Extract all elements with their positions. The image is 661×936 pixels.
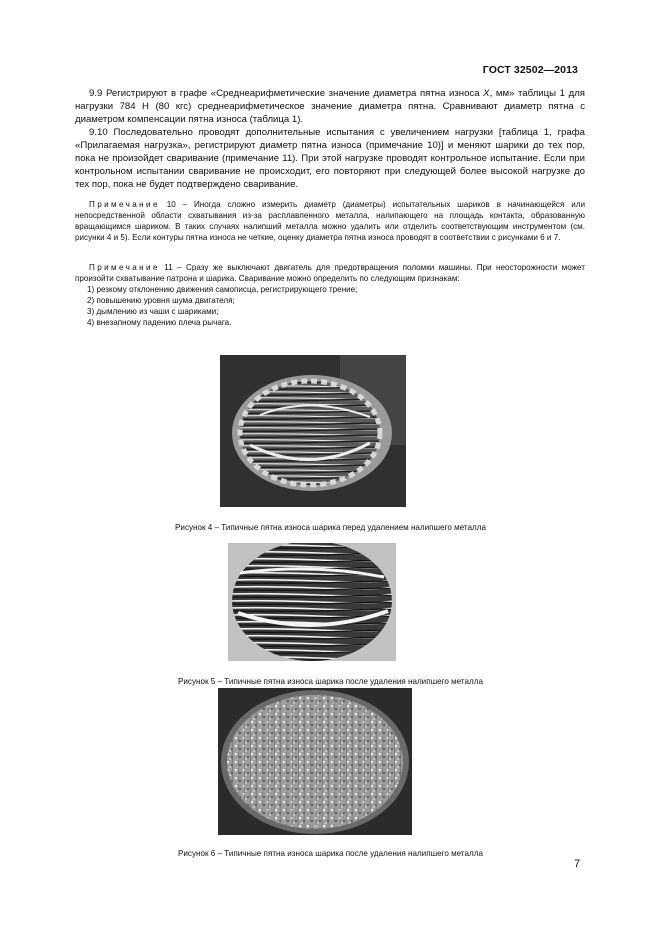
list-item: 1) резкому отклонению движения самописца, регистрирующего трение; (87, 285, 358, 294)
figure-5-image (228, 543, 396, 661)
list-item: 2) повышению уровня шума двигателя; (87, 296, 235, 305)
document-header: ГОСТ 32502—2013 (482, 64, 578, 76)
figure-4-image (220, 355, 406, 507)
main-text (75, 87, 585, 191)
figure-6-image (218, 688, 412, 835)
note-11: Примечание 11 – Сразу же выключают двигатель для предотвращения поломки машины. При неосторожности может произойти схватывание патрона и шарика. Сваривание можно определить по следующим признакам: 1) резкому отклонению движения самописца, регистрирующего трение; 2) повышению уровня шума двигателя; 3) дымлению из чаши с шариками; 4) внезапному падению плеча рычага. (75, 263, 585, 327)
note-label: Примечание (89, 200, 160, 209)
paragraph-9-9: 9.9 Регистрируют в графе «Среднеарифметические значение диаметра пятна износа X, мм» таблицы 1 для нагрузки 784 Н (80 кгс) среднеарифметическое значение диаметра пятна. Сравнивают диаметр пятна с диаметром компенсации пятна износа (таблица 1). (75, 88, 585, 125)
note-10: Примечание 10 – Иногда сложно измерить диаметр (диаметры) испытательных шариков в начинающейся или непосредственной области схватывания из-за расплавленного металла, налипающего на площадь контакта, образованную вращающимся шариком. В таких случаях налипший металла можно удалить или отделить соответствующим инструментом (см. рисунки 4 и 5). Если контуры пятна износа не четкие, оценку диаметра пятна износа проводят в соответствии с рисунками 6 и 7. (75, 200, 585, 242)
note-label: Примечание (89, 263, 160, 272)
figure-6-caption: Рисунок 6 – Типичные пятна износа шарика после удаления налипшего металла (178, 849, 483, 858)
list-item: 3) дымлению из чаши с шариками; (87, 307, 219, 316)
figure-5-caption: Рисунок 5 – Типичные пятна износа шарика после удаления налипшего металла (178, 677, 483, 686)
paragraph-9-10: 9.10 Последовательно проводят дополнительные испытания с увеличением нагрузки [таблица 1, графа «Прилагаемая нагрузка», регистрируют диаметр пятна износа (примечание 10)] и меняют шарики до тех пор, пока не произойдет сваривание (примечание 11). При этой нагрузке проводят контрольное испытание. Если при контрольном испытании сваривание не происходит, его повторяют при следующей более высокой нагрузке до тех пор, пока не будет подтверждено сваривание. (75, 127, 585, 190)
list-item: 4) внезапному падению плеча рычага. (87, 318, 232, 327)
figure-4-caption: Рисунок 4 – Типичные пятна износа шарика перед удалением налипшего металла (175, 523, 486, 532)
page-number: 7 (574, 858, 581, 870)
